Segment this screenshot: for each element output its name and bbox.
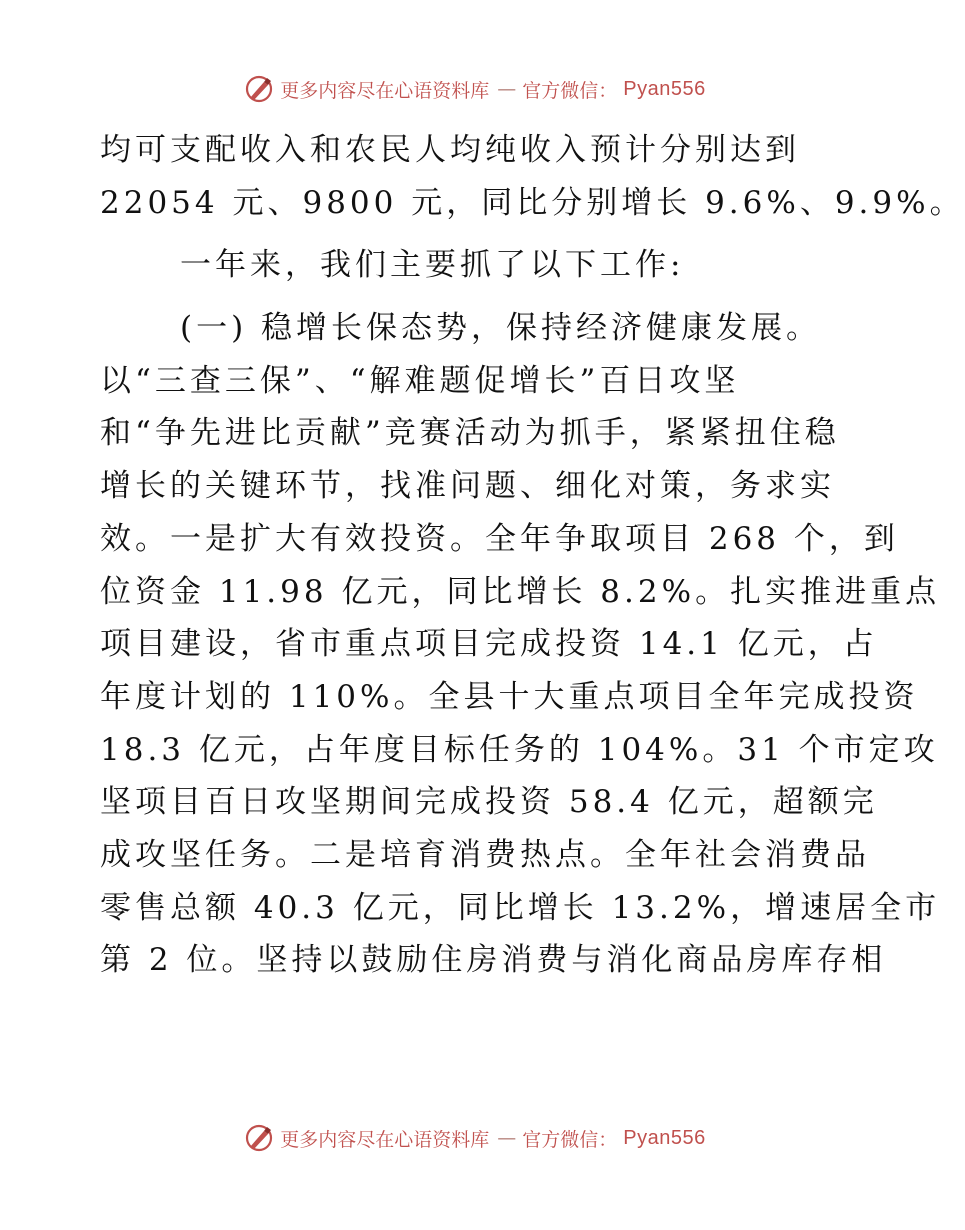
body-line: 22054 元、9800 元，同比分别增长 9.6%、9.9%。 <box>100 184 965 221</box>
body-line: 均可支配收入和农民人均纯收入预计分别达到 <box>100 132 800 168</box>
body-line: 位资金 11.98 亿元，同比增长 8.2%。扎实推进重点 <box>100 573 941 610</box>
body-line: 成攻坚任务。二是培育消费热点。全年社会消费品 <box>100 836 870 873</box>
body-line: 效。一是扩大有效投资。全年争取项目 268 个，到 <box>100 520 899 557</box>
body-line: 年度计划的 110%。全县十大重点项目全年完成投资 <box>100 678 919 715</box>
watermark-wechat-id: Pyan556 <box>623 1126 706 1149</box>
header-watermark <box>0 74 950 104</box>
body-line: 一年来，我们主要抓了以下工作: <box>180 247 685 284</box>
body-line: 和“争先进比贡献”竞赛活动为抓手，紧紧扭住稳 <box>100 415 840 452</box>
body-line: 零售总额 40.3 亿元，同比增长 13.2%，增速居全市 <box>100 889 941 926</box>
body-line: 增长的关键环节，找准问题、细化对策，务求实 <box>100 468 835 505</box>
body-line: 18.3 亿元，占年度目标任务的 104%。31 个市定攻 <box>100 731 939 768</box>
watermark-text: 更多内容尽在心语资料库 <box>280 1128 490 1151</box>
watermark-dash: — <box>497 78 515 100</box>
watermark-text-official: 官方微信： <box>522 1128 618 1151</box>
footer-watermark <box>0 1123 950 1153</box>
watermark-text: 更多内容尽在心语资料库 <box>280 79 490 102</box>
body-line: 第 2 位。坚持以鼓励住房消费与消化商品房库存相 <box>100 942 887 979</box>
pen-logo-icon <box>244 74 274 104</box>
watermark-wechat-id: Pyan556 <box>623 77 706 100</box>
body-line: 项目建设，省市重点项目完成投资 14.1 亿元，占 <box>100 626 878 663</box>
section-heading: (一) 稳增长保态势，保持经济健康发展。 <box>180 310 822 347</box>
pen-logo-icon <box>244 1123 274 1153</box>
body-line: 坚项目百日攻坚期间完成投资 58.4 亿元，超额完 <box>100 784 878 821</box>
document-body <box>100 124 965 987</box>
body-line: 以“三查三保”、“解难题促增长”百日攻坚 <box>100 362 740 399</box>
watermark-text-official: 官方微信： <box>522 79 618 102</box>
watermark-dash: — <box>497 1127 515 1149</box>
